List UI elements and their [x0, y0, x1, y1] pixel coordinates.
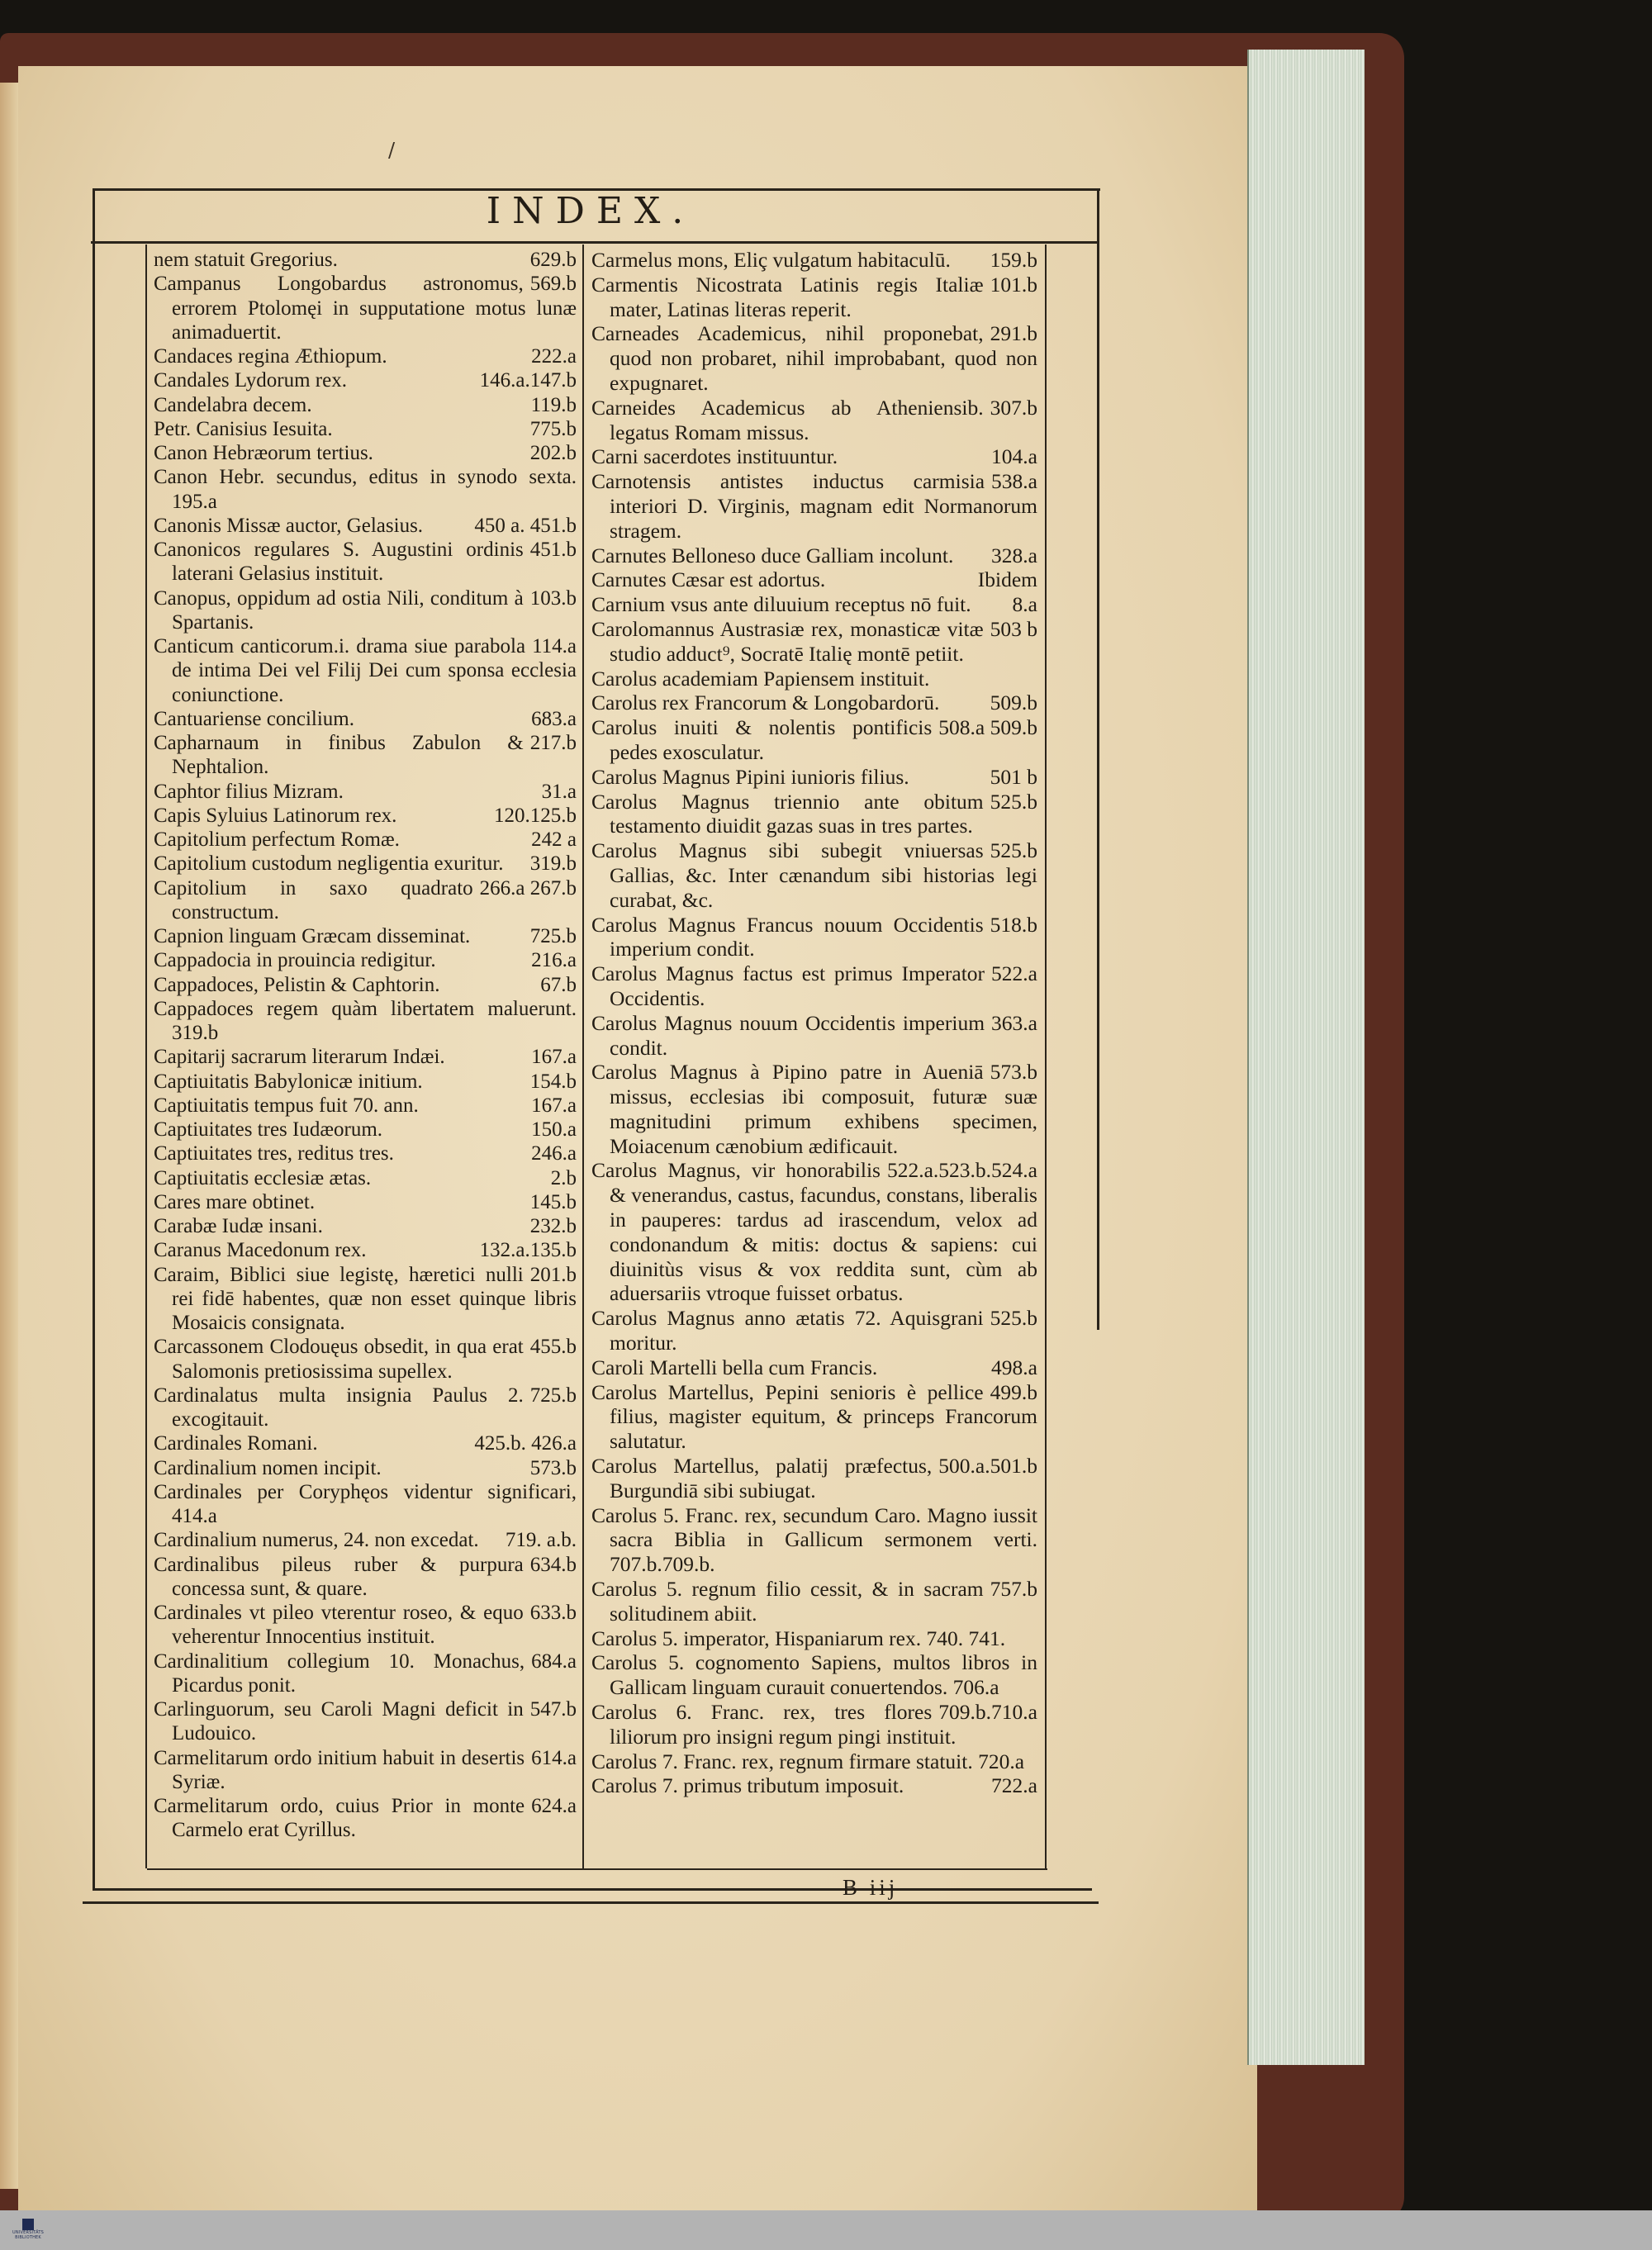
entry-text: Carneades Academicus, nihil proponebat, quod non probaret, nihil improbabant, quod non expugnaret.: [591, 321, 1037, 395]
entry-page-ref: 150.a: [531, 1118, 577, 1141]
entry-text: Carmelus mons, Eliç vulgatum habitaculū.: [591, 248, 951, 272]
index-entry: [591, 567, 1037, 592]
index-entry: [591, 544, 1037, 568]
entry-page-ref: 222.a: [531, 345, 577, 368]
entry-text: Candelabra decem.: [154, 393, 312, 416]
entry-page-ref: 2.b: [550, 1166, 577, 1189]
inner-left-rule: [145, 244, 147, 1868]
index-entry: [154, 538, 577, 586]
entry-text: Carolus Magnus, vir honorabilis & venerandus, castus, facundus, constans, liberalis in pauperes: tardus ad irascendum, velox ad condonandum & mitis: doctus & sapiens: cui diuinitùs visus & vox reddita sunt, cùm ab aduersariis vtroque fuisset orbatus.: [591, 1158, 1037, 1306]
index-entry: [591, 1626, 1037, 1651]
index-entry: [591, 1454, 1037, 1503]
entry-page-ref: 722.a: [991, 1773, 1037, 1798]
library-logo[interactable]: [12, 2219, 45, 2243]
entry-text: Carnutes Bellonesо duce Galliam incolunt.: [591, 543, 954, 567]
index-entry: [591, 1650, 1037, 1700]
index-entry: [154, 586, 577, 635]
entry-text: Carolus 7. Franc. rex, regnum firmare statuit. 720.a: [591, 1749, 1025, 1773]
entry-page-ref: 266.a 267.b: [479, 876, 577, 900]
entry-page-ref: 719. a.b.: [505, 1529, 577, 1552]
entry-page-ref: 328.a: [991, 543, 1037, 567]
entry-page-ref: 8.a: [1012, 592, 1037, 617]
index-entry: [591, 1306, 1037, 1355]
index-entry: [154, 1263, 577, 1336]
entry-text: Carolus Martellus, Pepini senioris è pellice filius, magister equitum, & princeps Francorum salutatur.: [591, 1379, 1037, 1454]
entry-page-ref: 145.b: [529, 1190, 577, 1213]
index-entry: [154, 1697, 577, 1746]
index-entry: [591, 1773, 1037, 1798]
previous-page-edge: [0, 83, 18, 2189]
index-entry: [154, 465, 577, 514]
index-entry: [591, 1503, 1037, 1577]
entry-text: Canopus, oppidum ad ostia Nili, conditum à Spartanis.: [154, 586, 524, 634]
index-entry: [591, 617, 1037, 667]
entry-page-ref: 624.a: [531, 1795, 577, 1817]
index-entry: [591, 1060, 1037, 1158]
entry-page-ref: 614.a: [531, 1746, 577, 1769]
index-entry: [591, 592, 1037, 617]
entry-page-ref: 709.b.710.a: [938, 1700, 1037, 1725]
entry-text: Carlinguorum, seu Caroli Magni deficit in Ludouico.: [154, 1698, 524, 1745]
index-entry: [154, 1094, 577, 1118]
index-entry: [154, 876, 577, 925]
entry-text: Carmelitarum ordo, cuius Prior in monte Carmelo erat Cyrillus.: [154, 1795, 525, 1842]
entry-page-ref: 455.b: [529, 1336, 577, 1359]
index-entry: [154, 1480, 577, 1529]
entry-page-ref: 291.b: [990, 321, 1037, 346]
entry-text: Cardinales vt pileo vterentur roseo, & equo veherentur Innocentius instituit.: [154, 1602, 524, 1649]
index-entry: [154, 393, 577, 417]
viewer-footer-bar: [0, 2210, 1652, 2250]
index-entry: [154, 272, 577, 344]
entry-text: Carolus 5. regnum filio cessit, & in sacram solitudinem abiit.: [591, 1577, 984, 1626]
index-entry: [154, 828, 577, 852]
index-entry: [154, 1118, 577, 1142]
entry-text: Carmelitarum ordo initium habuit in desertis Syriæ.: [154, 1746, 525, 1793]
index-entry: [591, 1577, 1037, 1626]
index-entry: [154, 1070, 577, 1094]
entry-text: Carolus Magnus sibi subegit vniuersas Gallias, &c. Inter cænandum sibi historias legi curabat, &c.: [591, 838, 1037, 912]
entry-text: Carni sacerdotes instituuntur.: [591, 444, 838, 469]
index-entry: [154, 997, 577, 1046]
entry-page-ref: 232.b: [529, 1215, 577, 1237]
entry-page-ref: 525.b: [990, 789, 1037, 814]
entry-page-ref: 67.b: [540, 973, 577, 996]
entry-text: Carolus academiam Papiensem instituit.: [591, 666, 930, 691]
index-entry: [591, 273, 1037, 322]
index-entry: [591, 667, 1037, 691]
entry-page-ref: 500.a.501.b: [938, 1454, 1037, 1479]
entry-page-ref: 569.b: [529, 273, 577, 296]
index-column-left: [154, 248, 577, 1843]
entry-text: Caroli Martelli bella cum Francis.: [591, 1355, 878, 1379]
lower-rule: [93, 1888, 1092, 1891]
page-title: INDEX.: [486, 190, 695, 232]
entry-page-ref: 684.a: [531, 1650, 577, 1673]
entry-page-ref: 120.125.b: [494, 804, 577, 827]
index-entry: [591, 1700, 1037, 1749]
index-entry: [591, 1749, 1037, 1774]
entry-page-ref: 518.b: [990, 912, 1037, 937]
entry-text: Captiuitatis tempus fuit 70. ann.: [154, 1094, 419, 1117]
entry-text: Captiuitatis ecclesiæ ætas.: [154, 1166, 372, 1189]
bottom-rule: [147, 1868, 1047, 1870]
entry-page-ref: 319.b: [529, 852, 577, 876]
entry-page-ref: 425.b. 426.a: [474, 1432, 577, 1455]
entry-page-ref: 167.a: [531, 1046, 577, 1069]
entry-text: Carolomannus Austrasiæ rex, monasticæ vitæ studio adduct⁹, Socratē Italię montē petiit.: [591, 616, 984, 666]
entry-text: Petr. Canisius Iesuita.: [154, 417, 333, 440]
entry-text: Carolus Magnus Pipini iunioris filius.: [591, 764, 909, 789]
entry-text: nem statuit Gregorius.: [154, 249, 338, 271]
entry-page-ref: 146.a.147.b: [479, 369, 577, 392]
index-entry: [591, 765, 1037, 790]
entry-text: Canonicos regulares S. Augustini ordinis laterani Gelasius instituit.: [154, 539, 524, 586]
entry-text: Caraim, Biblici siue legistę, hæretici nulli rei fidē habentes, quæ non esset quinque libris Mosaicis consignata.: [154, 1263, 577, 1334]
index-entry: [591, 1380, 1037, 1454]
index-entry: [154, 344, 577, 368]
index-entry: [154, 1794, 577, 1843]
entry-text: Captiuitates tres, reditus tres.: [154, 1142, 394, 1165]
entry-text: Canonis Missæ auctor, Gelasius.: [154, 514, 424, 537]
index-entry: [591, 1158, 1037, 1306]
index-entry: [591, 1355, 1037, 1380]
entry-text: Cardinalium numerus, 24. non excedat.: [154, 1529, 479, 1552]
entry-text: Canon Hebræorum tertius.: [154, 442, 373, 464]
entry-text: Canon Hebr. secundus, editus in synodo sexta. 195.a: [154, 466, 577, 513]
index-entry: [154, 707, 577, 731]
entry-page-ref: 246.a: [531, 1142, 577, 1165]
index-entry: [154, 514, 577, 538]
index-entry: [591, 691, 1037, 715]
index-entry: [154, 804, 577, 828]
entry-text: Carolus Magnus à Pipino patre in Aueniā missus, ecclesias ibi composuit, futuræ suæ magnitudini primum exhibens specimen, Moiacenum cænobium ædificauit.: [591, 1060, 1037, 1158]
entry-text: Carcassonem Clodouęus obsedit, in qua erat Salomonis pretiosissima supellex.: [154, 1336, 524, 1383]
entry-page-ref: 119.b: [530, 393, 577, 416]
index-entry: [154, 852, 577, 876]
entry-text: Cares mare obtinet.: [154, 1190, 316, 1213]
entry-text: Carolus Magnus nouum Occidentis imperium condit.: [591, 1010, 985, 1060]
index-entry: [154, 417, 577, 441]
index-entry: [154, 1045, 577, 1069]
entry-page-ref: 104.a: [991, 444, 1037, 469]
entry-page-ref: 501 b: [990, 764, 1037, 789]
index-entry: [154, 1553, 577, 1602]
entry-page-ref: 201.b: [529, 1263, 577, 1286]
index-entry: [154, 973, 577, 997]
entry-page-ref: 509.b: [990, 691, 1037, 715]
entry-page-ref: 725.b: [529, 1384, 577, 1407]
entry-page-ref: 683.a: [531, 707, 577, 730]
index-entry: [591, 715, 1037, 765]
entry-text: Carolus 5. Franc. rex, secundum Caro. Magno iussit sacra Biblia in Gallicum sermonem verti. 707.b.709.b.: [591, 1502, 1037, 1577]
entry-page-ref: 508.a 509.b: [938, 715, 1037, 740]
entry-page-ref: 154.b: [529, 1070, 577, 1093]
entry-text: Carolus Magnus anno ætatis 72. Aquisgrani moritur.: [591, 1306, 984, 1355]
index-entry: [154, 248, 577, 272]
entry-page-ref: 634.b: [529, 1553, 577, 1576]
index-entry: [154, 1456, 577, 1480]
entry-page-ref: 757.b: [990, 1577, 1037, 1602]
entry-text: Carolus 7. primus tributum imposuit.: [591, 1773, 904, 1798]
entry-text: Cantuariense concilium.: [154, 707, 354, 730]
index-entry: [591, 838, 1037, 912]
entry-text: Captiuitates tres Iudæorum.: [154, 1118, 383, 1141]
entry-page-ref: 547.b: [529, 1698, 577, 1721]
index-entry: [154, 948, 577, 972]
entry-text: Cardinalitium collegium 10. Monachus, Picardus ponit.: [154, 1650, 525, 1697]
entry-text: Carolus Magnus Francus nouum Occidentis imperium condit.: [591, 912, 984, 961]
index-entry: [591, 1011, 1037, 1061]
index-entry: [154, 924, 577, 948]
entry-text: Capitolium perfectum Romæ.: [154, 828, 400, 851]
entry-page-ref: 573.b: [990, 1060, 1037, 1085]
entry-page-ref: 522.a.523.b.524.a: [886, 1158, 1037, 1183]
entry-text: Cappadoces regem quàm libertatem maluerunt. 319.b: [154, 997, 577, 1044]
index-entry: [591, 790, 1037, 839]
entry-text: Capitarij sacrarum literarum Indæi.: [154, 1046, 445, 1069]
entry-text: Cappadoces, Pelistin & Caphtorin.: [154, 973, 440, 996]
entry-page-ref: 499.b: [990, 1379, 1037, 1404]
entry-text: Carolus Martellus, palatij præfectus, Burgundiā sibi subiugat.: [591, 1454, 933, 1502]
entry-text: Carmentis Nicostrata Latinis regis Italiæ mater, Latinas literas reperit.: [591, 272, 984, 321]
entry-text: Carolus 5. cognomento Sapiens, multos libros in Gallicam linguam curauit conuertendos. 706.a: [591, 1650, 1037, 1700]
entry-text: Captiuitatis Babylonicæ initium.: [154, 1070, 423, 1093]
entry-text: Cardinalatus multa insignia Paulus 2. excogitauit.: [154, 1384, 524, 1431]
entry-page-ref: 159.b: [990, 248, 1037, 272]
entry-text: Carnutes Cæsar est adortus.: [591, 567, 826, 592]
index-entry: [154, 634, 577, 707]
entry-text: Campanus Longobardus astronomus, errorem Ptolomęi in supputatione motus lunæ animaduertit.: [154, 273, 577, 344]
index-entry: [154, 1384, 577, 1432]
entry-text: Caranus Macedonum rex.: [154, 1239, 367, 1262]
index-entry: [591, 961, 1037, 1011]
entry-text: Cardinalium nomen incipit.: [154, 1456, 382, 1479]
library-logo-icon: [22, 2219, 34, 2230]
entry-page-ref: 629.b: [529, 249, 577, 271]
right-frame-rule: [1097, 190, 1099, 1330]
index-entry: [154, 1166, 577, 1190]
entry-page-ref: 522.a: [991, 961, 1037, 986]
entry-text: Carabæ Iudæ insani.: [154, 1215, 323, 1237]
page-edges: [1247, 50, 1365, 2065]
entry-text: Capitolium custodum negligentia exuritur.: [154, 852, 504, 876]
entry-text: Capitolium in saxo quadrato constructum.: [154, 876, 473, 923]
entry-page-ref: 216.a: [531, 949, 577, 972]
entry-page-ref: 725.b: [529, 925, 577, 947]
entry-page-ref: Ibidem: [977, 567, 1037, 592]
index-entry: [154, 1601, 577, 1650]
entry-page-ref: 450 a. 451.b: [474, 514, 577, 537]
foot-rule: [83, 1901, 1099, 1904]
entry-page-ref: 242 a: [531, 828, 577, 851]
index-entry: [154, 368, 577, 392]
entry-text: Carolus Magnus triennio ante obitum testamento diuidit gazas suas in tres partes.: [591, 789, 984, 838]
header-rule: [91, 241, 1099, 244]
entry-page-ref: 31.a: [541, 780, 577, 803]
index-entry: [591, 444, 1037, 469]
entry-page-ref: 538.a: [991, 469, 1037, 494]
entry-text: Cardinales per Coryphęos videntur significari, 414.a: [154, 1480, 577, 1527]
entry-page-ref: 525.b: [990, 1306, 1037, 1331]
index-entry: [591, 321, 1037, 395]
index-entry: [154, 1142, 577, 1165]
entry-text: Cappadocia in prouincia redigitur.: [154, 949, 436, 972]
index-entry: [154, 1214, 577, 1238]
entry-text: Capnion linguam Græcam disseminat.: [154, 925, 471, 947]
entry-text: Carolus 6. Franc. rex, tres flores liliorum pro insigni regum pingi instituit.: [591, 1700, 957, 1749]
entry-text: Candaces regina Æthiopum.: [154, 345, 387, 368]
entry-text: Carneides Academicus ab Atheniensib. legatus Romam missus.: [591, 395, 984, 444]
index-entry: [154, 1190, 577, 1214]
entry-page-ref: 217.b: [529, 732, 577, 754]
entry-page-ref: 363.a: [991, 1010, 1037, 1035]
entry-page-ref: 525.b: [990, 838, 1037, 863]
index-entry: [591, 913, 1037, 962]
entry-text: Cardinalibus pileus ruber & purpura concessa sunt, & quare.: [154, 1553, 524, 1600]
index-entry: [154, 1335, 577, 1384]
entry-page-ref: 775.b: [529, 417, 577, 440]
entry-page-ref: 573.b: [529, 1456, 577, 1479]
index-entry: [591, 396, 1037, 445]
index-entry: [154, 1238, 577, 1262]
entry-page-ref: 132.a.135.b: [479, 1239, 577, 1262]
entry-page-ref: 307.b: [990, 395, 1037, 420]
entry-text: Caphtor filius Mizram.: [154, 780, 344, 803]
entry-page-ref: 451.b: [529, 539, 577, 561]
entry-page-ref: 503 b: [990, 616, 1037, 641]
index-entry: [154, 441, 577, 465]
index-entry: [591, 248, 1037, 273]
entry-page-ref: 114.a: [532, 635, 577, 657]
index-entry: [154, 1650, 577, 1698]
entry-page-ref: 101.b: [990, 272, 1037, 297]
left-frame-rule: [93, 190, 95, 1888]
entry-page-ref: 167.a: [531, 1094, 577, 1117]
entry-page-ref: 202.b: [529, 442, 577, 464]
entry-page-ref: 103.b: [529, 586, 577, 610]
library-logo-caption: UNIVERSITÄTS BIBLIOTHEK: [12, 2230, 44, 2240]
entry-text: Carnium vsus ante diluuium receptus nō fuit.: [591, 592, 971, 617]
entry-text: Carolus Magnus factus est primus Imperator Occidentis.: [591, 961, 985, 1010]
entry-text: Canticum canticorum.i. drama siue parabola de intima Dei vel Filij Dei cum sponsa ecclesia coniunctione.: [154, 635, 577, 706]
index-entry: [591, 469, 1037, 543]
entry-page-ref: 633.b: [529, 1602, 577, 1624]
entry-text: Carnotensis antistes inductus carmisia interiori D. Virginis, magnam edit Normanorum stragem.: [591, 469, 1037, 543]
entry-text: Cardinales Romani.: [154, 1432, 318, 1455]
entry-text: Carolus inuiti & nolentis pontificis pedes exosculatur.: [591, 715, 933, 764]
index-entry: [154, 731, 577, 780]
entry-text: Capis Syluius Latinorum rex.: [154, 804, 397, 827]
index-entry: [154, 1746, 577, 1795]
column-divider: [582, 244, 584, 1868]
index-column-right: [591, 248, 1037, 1798]
ink-mark: /: [388, 139, 396, 162]
index-entry: [154, 780, 577, 804]
index-entry: [154, 1431, 577, 1455]
entry-text: Carolus 5. imperator, Hispaniarum rex. 740. 741.: [591, 1626, 1006, 1650]
index-entry: [154, 1528, 577, 1552]
entry-page-ref: 498.a: [991, 1355, 1037, 1379]
entry-text: Carolus rex Francorum & Longobardorū.: [591, 691, 940, 715]
inner-right-rule: [1045, 244, 1047, 1868]
signature-mark: B iij: [843, 1875, 899, 1900]
entry-text: Candales Lydorum rex.: [154, 369, 347, 392]
entry-text: Capharnaum in finibus Zabulon & Nephtalion.: [154, 732, 524, 779]
